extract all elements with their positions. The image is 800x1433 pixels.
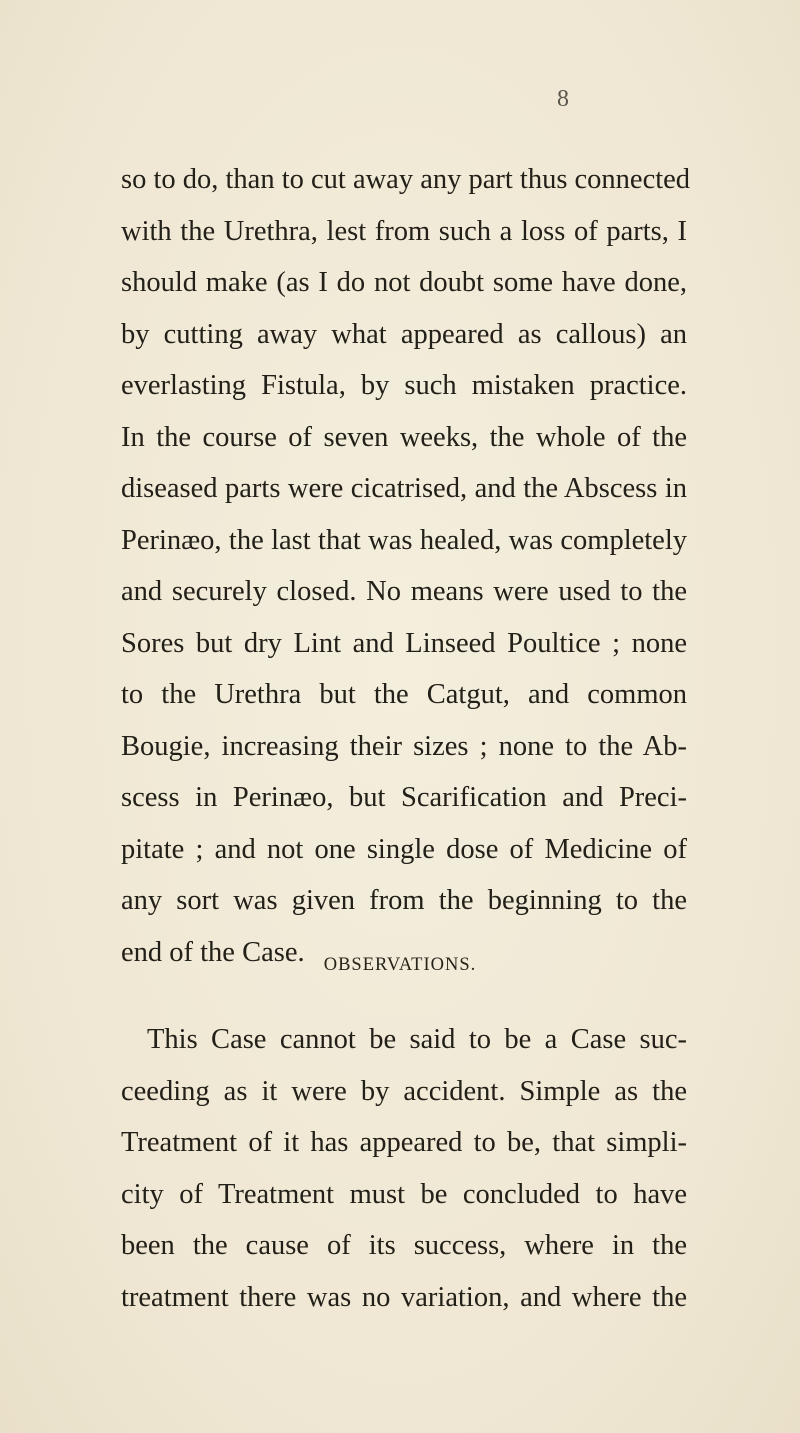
text-line: everlasting Fistula, by such mistaken practice.: [121, 370, 687, 401]
text-line: treatment there was no variation, and where the: [121, 1281, 687, 1313]
text-line: Perinæo, the last that was healed, was completely: [121, 524, 687, 556]
text-line: pitate ; and not one single dose of Medicine of: [121, 833, 687, 865]
text-line: city of Treatment must be concluded to have: [121, 1178, 687, 1210]
text-line: by cutting away what appeared as callous) an: [121, 318, 687, 350]
section-heading: OBSERVATIONS.: [323, 955, 477, 975]
paragraph-one: [121, 154, 691, 978]
text-line: This Case cannot be said to be a Case suc-: [147, 1024, 687, 1055]
text-line: scess in Perinæo, but Scarification and Preci-: [121, 782, 687, 813]
text-line: been the cause of its success, where in the: [121, 1230, 687, 1261]
text-line: end of the Case.: [121, 936, 305, 968]
text-line: Sores but dry Lint and Linseed Poultice ; none: [121, 627, 687, 659]
text-line: ceeding as it were by accident. Simple as the: [121, 1075, 687, 1107]
paragraph-two: [121, 1014, 687, 1323]
text-line: Treatment of it has appeared to be, that simpli-: [121, 1127, 687, 1158]
text-line: and securely closed. No means were used to the: [121, 576, 687, 607]
text-line: to the Urethra but the Catgut, and common: [121, 679, 687, 710]
text-line: so to do, than to cut away any part thus connected: [121, 164, 691, 195]
text-line: should make (as I do not doubt some have done,: [121, 267, 687, 298]
page-number: 8: [557, 86, 569, 112]
text-line: any sort was given from the beginning to the: [121, 885, 687, 916]
text-line: In the course of seven weeks, the whole of the: [121, 421, 687, 453]
text-line: with the Urethra, lest from such a loss of parts, I: [121, 215, 687, 247]
text-line: Bougie, increasing their sizes ; none to the Ab-: [121, 730, 687, 762]
text-line: diseased parts were cicatrised, and the Abscess in: [121, 473, 687, 504]
